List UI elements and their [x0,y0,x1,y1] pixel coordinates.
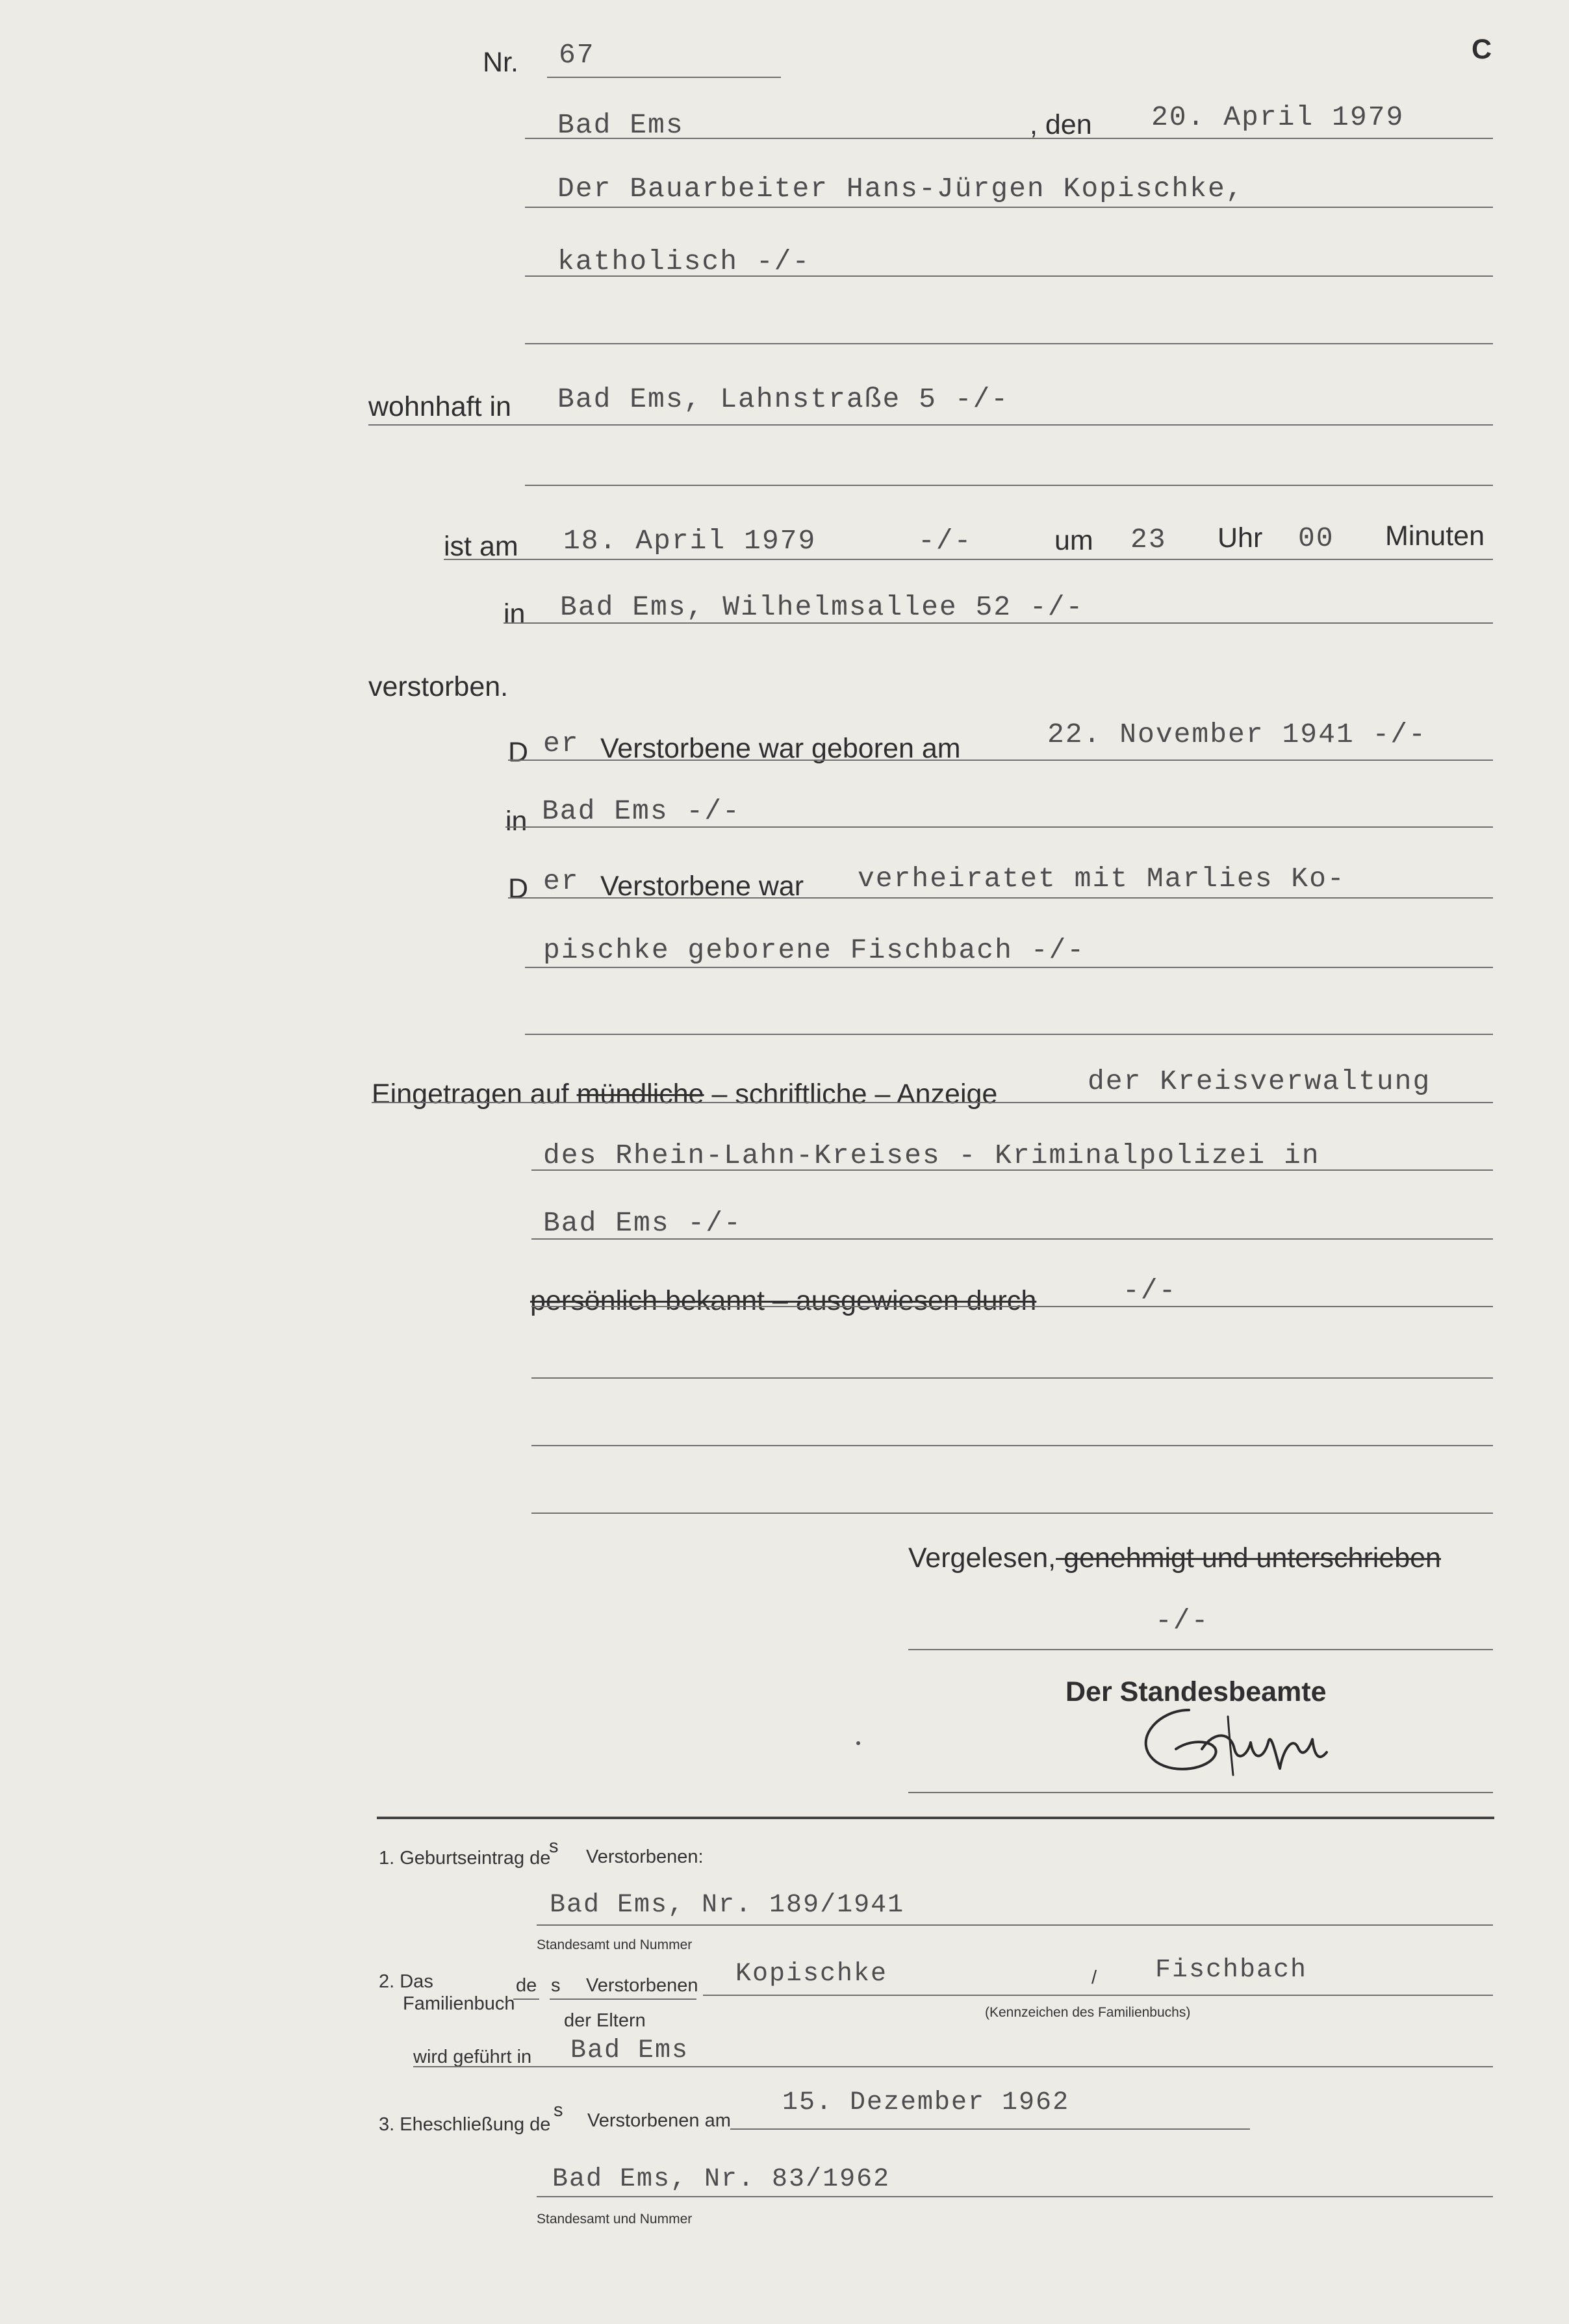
note1-label: 1. Geburtseintrag de [379,1848,551,1869]
blank-rule-1 [531,1377,1493,1379]
note3-suffix: Verstorbenen am [587,2110,731,2131]
note2-place-rule [413,2066,1493,2067]
reporter-line-1-rule [372,1102,1493,1103]
birth-place-rule [505,826,1493,828]
ist-am-label: ist am [444,531,518,562]
note3-value: Bad Ems, Nr. 83/1962 [552,2165,891,2194]
note2-caption: (Kennzeichen des Familienbuchs) [985,2005,1191,2020]
reporter-line-2: des Rhein-Lahn-Kreises - Kriminalpolizei in [543,1140,1320,1171]
note2-verst-rule [550,1998,696,2000]
blank-rule-3 [531,1513,1493,1514]
record-place: Bad Ems [557,109,684,141]
note2-name1: Kopischke [735,1960,888,1989]
den-label: , den [1030,109,1092,140]
verstorben-label: verstorben. [368,671,509,702]
death-place: Bad Ems, Wilhelmsallee 52 -/- [560,591,1084,623]
note2-name2: Fischbach [1155,1956,1308,1985]
corner-letter: C [1472,34,1492,65]
residence-rule-2 [525,485,1493,486]
section-divider [377,1817,1494,1819]
note2-wird-label: wird geführt in [413,2047,532,2067]
spouse-line-2-rule [525,967,1493,968]
uhr-label: Uhr [1218,522,1263,554]
note2-slash: / [1091,1967,1097,1988]
marriage-d-label: D [508,873,529,904]
nr-label: Nr. [483,47,518,78]
registrar-signature [1117,1697,1338,1794]
report-label-suffix: – schriftliche – Anzeige [704,1079,998,1110]
reporter-line-1: der Kreisverwaltung [1088,1066,1431,1097]
death-time-rule [444,559,1493,560]
um-label: um [1054,525,1093,556]
person-line-2: katholisch -/- [557,246,811,277]
death-in-label: in [504,598,526,630]
note3-label: 3. Eheschließung de [379,2114,551,2135]
person-line-3-rule [525,343,1493,344]
birth-place: Bad Ems -/- [542,795,741,827]
date-line [525,138,1493,139]
note3-rule [537,2196,1493,2197]
spouse-line-2: pischke geborene Fischbach -/- [543,934,1086,966]
blank-rule-2 [531,1445,1493,1446]
minuten-label: Minuten [1385,520,1485,552]
read-label-normal: Vergelesen, [908,1542,1056,1574]
read-approved-label [908,1542,1441,1574]
note2-eltern: der Eltern [564,2010,646,2031]
birth-in-label: in [505,806,528,837]
birth-date-rule [508,760,1493,761]
reporter-line-3-rule [531,1238,1493,1240]
birth-label: Verstorbene war geboren am [600,733,961,764]
report-label-prefix: Eingetragen auf [372,1079,577,1110]
spouse-line-1-rule [508,897,1493,899]
spouse-line-3-rule [525,1034,1493,1035]
report-label [372,1079,997,1110]
note3-caption: Standesamt und Nummer [537,2212,693,2227]
person-line-1-rule [525,207,1493,208]
death-date: 18. April 1979 [563,525,817,557]
read-label-struck: genehmigt und unterschrieben [1056,1542,1441,1574]
registrar-label: Der Standesbeamte [1065,1676,1327,1707]
birth-er-suffix: er [543,728,580,760]
death-minutes: 00 [1298,522,1334,554]
note2-names-rule [703,1995,1493,1996]
read-value: -/- [1155,1605,1210,1637]
note2-de: de [516,1975,537,1996]
note2-label-a: 2. Das [379,1971,433,1992]
note1-caption: Standesamt und Nummer [537,1937,693,1952]
note2-verst: Verstorbenen [586,1975,698,1996]
person-line-1: Der Bauarbeiter Hans-Jürgen Kopischke, [557,173,1244,205]
residence-value: Bad Ems, Lahnstraße 5 -/- [557,383,1010,415]
read-rule [908,1649,1493,1650]
report-label-struck: mündliche [576,1079,704,1110]
note3-s: s [554,2100,563,2121]
note1-s: s [549,1836,559,1857]
note2-place: Bad Ems [570,2036,689,2065]
record-date: 20. April 1979 [1151,101,1405,133]
note2-s: s [551,1975,561,1996]
note2-de-rule [513,1998,539,2000]
identity-label: persönlich bekannt – ausgewiesen durch [530,1285,1037,1316]
stray-dot [856,1741,860,1745]
note1-suffix: Verstorbenen: [586,1846,704,1867]
reporter-line-2-rule [531,1169,1493,1171]
death-hour: 23 [1130,524,1167,555]
signature-rule [908,1792,1493,1793]
note3-date-rule [730,2128,1250,2130]
birth-d-label: D [508,737,529,768]
marriage-er-suffix: er [543,865,580,897]
death-place-rule [504,622,1493,624]
nr-value: 67 [559,39,595,71]
note1-rule [537,1924,1493,1926]
note2-label-b: Familienbuch [403,1993,515,2014]
identity-value: -/- [1123,1275,1177,1307]
nr-line [547,77,781,78]
reporter-line-3: Bad Ems -/- [543,1207,742,1239]
note1-value: Bad Ems, Nr. 189/1941 [550,1891,905,1920]
death-date-dash: -/- [918,525,973,557]
marriage-label: Verstorbene war [600,871,804,902]
spouse-line-1: verheiratet mit Marlies Ko- [858,863,1346,895]
person-line-2-rule [525,275,1493,277]
identity-rule [531,1306,1493,1307]
residence-rule [368,424,1493,426]
birth-date: 22. November 1941 -/- [1047,719,1427,750]
wohnhaft-label: wohnhaft in [368,391,511,422]
note3-date: 15. Dezember 1962 [782,2088,1070,2117]
